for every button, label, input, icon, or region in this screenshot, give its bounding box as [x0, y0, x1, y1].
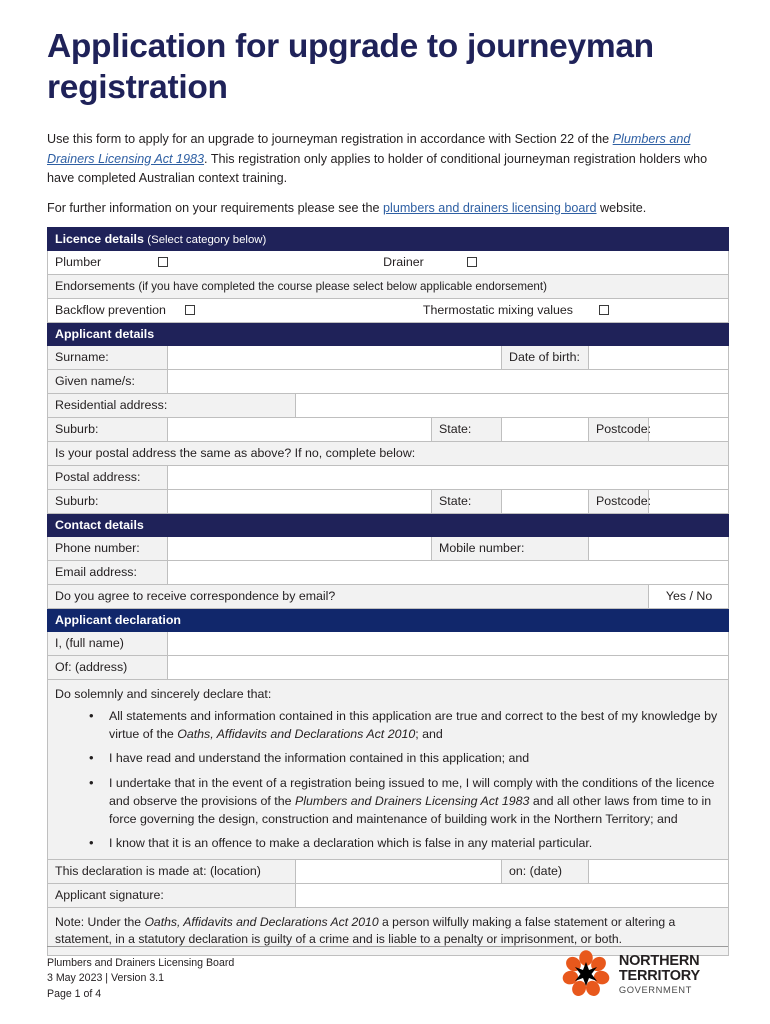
bullet-text-1a: All statements and information contained in this application are true and correct to the best of my knowledge by virtue of the	[109, 708, 718, 742]
nt-government-logo	[560, 950, 700, 998]
intro-text-2b: website.	[596, 200, 647, 215]
declaration-date-input[interactable]	[589, 859, 729, 883]
intro-paragraph-1	[47, 130, 728, 187]
given-names-label: Given name/s:	[48, 369, 168, 393]
plumber-label: Plumber	[55, 255, 102, 270]
signature-row	[48, 883, 729, 907]
surname-label: Surname:	[48, 345, 168, 369]
declaration-date-label: on: (date)	[502, 859, 589, 883]
postal-postcode-input[interactable]	[649, 489, 729, 513]
logo-line-government: GOVERNMENT	[618, 984, 693, 996]
of-address-row	[48, 655, 729, 679]
endorsement-options-row	[48, 298, 729, 322]
declaration-bullet	[89, 774, 720, 829]
postal-address-row	[48, 465, 729, 489]
postal-suburb-input[interactable]	[168, 489, 432, 513]
bullet-italic-3: Plumbers and Drainers Licensing Act 1983	[294, 793, 530, 808]
bullet-text-3a: I undertake that in the event of a registration being issued to me, I will comply with the conditions of the licence and observe the provisions of the	[109, 775, 715, 808]
footer-text-block	[47, 956, 234, 1002]
application-form	[47, 227, 729, 956]
logo-wordmark	[619, 954, 700, 995]
note-text-b: a person wilfully making a false statement or altering a statement, in a statutory declaration is guilty of a crime and is liable to a penalty or imprisonment, or both.	[55, 914, 676, 947]
postal-address-input[interactable]	[168, 465, 729, 489]
contact-details-heading: Contact details	[48, 513, 729, 536]
surname-input[interactable]	[168, 345, 502, 369]
footer-divider	[47, 946, 728, 947]
thermostatic-checkbox[interactable]	[599, 305, 609, 315]
declaration-text-row	[48, 679, 729, 859]
postal-suburb-row	[48, 489, 729, 513]
declaration-bullet	[89, 749, 720, 767]
declaration-intro: Do solemnly and sincerely declare that:	[55, 686, 272, 701]
licence-details-heading	[48, 227, 729, 250]
section-header-applicant-declaration	[48, 608, 729, 631]
section-header-contact-details	[48, 513, 729, 536]
logo-line-northern: NORTHERN	[618, 952, 700, 969]
declaration-bullet	[89, 707, 720, 743]
endorsements-sub: (if you have completed the course please select below applicable endorsement)	[138, 280, 547, 294]
postcode-input[interactable]	[649, 417, 729, 441]
endorsements-cell	[48, 274, 729, 298]
backflow-label: Backflow prevention	[55, 303, 166, 318]
correspondence-question: Do you agree to receive correspondence by email?	[48, 584, 649, 608]
declaration-location-input[interactable]	[296, 859, 502, 883]
residential-address-input[interactable]	[296, 393, 729, 417]
intro-paragraph-2	[47, 199, 728, 218]
endorsements-row	[48, 274, 729, 298]
suburb-input[interactable]	[168, 417, 432, 441]
bullet-italic-1: Oaths, Affidavits and Declarations Act 2010	[177, 727, 416, 742]
footer-page-number: Page 1 of 4	[47, 987, 102, 1000]
phone-row	[48, 536, 729, 560]
declaration-bullet-list	[55, 707, 720, 853]
given-names-input[interactable]	[168, 369, 729, 393]
bullet-text-2a: I have read and understand the information contained in this application; and	[109, 751, 530, 766]
signature-input[interactable]	[296, 883, 729, 907]
licence-details-heading-sub: (Select category below)	[147, 233, 267, 246]
licensing-board-link[interactable]: plumbers and drainers licensing board	[383, 200, 597, 215]
phone-input[interactable]	[168, 536, 432, 560]
mobile-label: Mobile number:	[432, 536, 589, 560]
endorsement-options-cell	[48, 298, 729, 322]
endorsements-label: Endorsements	[55, 279, 135, 294]
intro-text-1b: . This registration only applies to holder of conditional journeyman registration holders who have completed Australian context training.	[47, 151, 708, 185]
plumber-checkbox[interactable]	[158, 257, 168, 267]
bullet-text-1b: ; and	[415, 727, 443, 742]
state-input[interactable]	[502, 417, 589, 441]
page-footer	[47, 946, 728, 1002]
email-label: Email address:	[48, 560, 168, 584]
intro-text-2a: For further information on your requirements please see the	[47, 200, 384, 215]
of-address-input[interactable]	[168, 655, 729, 679]
dob-input[interactable]	[589, 345, 729, 369]
postal-address-question: Is your postal address the same as above? If no, complete below:	[48, 441, 729, 465]
applicant-declaration-heading: Applicant declaration	[48, 608, 729, 631]
declaration-bullet	[89, 834, 720, 852]
postal-suburb-label: Suburb:	[48, 489, 168, 513]
footer-version: 3 May 2023 | Version 3.1	[47, 972, 165, 985]
section-header-licence-details	[48, 227, 729, 250]
suburb-label: Suburb:	[48, 417, 168, 441]
surname-row	[48, 345, 729, 369]
email-input[interactable]	[168, 560, 729, 584]
postal-state-label: State:	[432, 489, 502, 513]
postal-question-row	[48, 441, 729, 465]
act-link[interactable]: Plumbers and Drainers Licensing Act 1983	[47, 132, 691, 166]
section-header-applicant-details	[48, 322, 729, 345]
residential-address-label: Residential address:	[48, 393, 296, 417]
postal-postcode-label: Postcode:	[589, 489, 649, 513]
note-italic: Oaths, Affidavits and Declarations Act 2010	[144, 914, 379, 929]
declaration-location-row	[48, 859, 729, 883]
desert-rose-icon	[560, 950, 612, 998]
declaration-location-label: This declaration is made at: (location)	[48, 859, 296, 883]
correspondence-row	[48, 584, 729, 608]
given-names-row	[48, 369, 729, 393]
postal-address-label: Postal address:	[48, 465, 168, 489]
declaration-text-cell	[48, 679, 729, 859]
thermostatic-label: Thermostatic mixing values	[422, 303, 574, 318]
full-name-label: I, (full name)	[48, 631, 168, 655]
full-name-input[interactable]	[168, 631, 729, 655]
footer-organisation: Plumbers and Drainers Licensing Board	[47, 957, 235, 969]
residential-address-row	[48, 393, 729, 417]
phone-label: Phone number:	[48, 536, 168, 560]
drainer-label: Drainer	[383, 255, 424, 270]
intro-text-1a: Use this form to apply for an upgrade to journeyman registration in accordance with Section 22 of the	[47, 132, 613, 147]
backflow-checkbox[interactable]	[185, 305, 195, 315]
note-text-a: Note: Under the	[55, 914, 145, 929]
of-address-label: Of: (address)	[48, 655, 168, 679]
bullet-text-3b: and all other laws from time to in force governing the design, construction and maintenance of building work in the Northern Territory; and	[109, 793, 712, 827]
dob-label: Date of birth:	[502, 345, 589, 369]
logo-line-territory: TERRITORY	[618, 968, 700, 985]
full-name-row	[48, 631, 729, 655]
mobile-input[interactable]	[589, 536, 729, 560]
postal-state-input[interactable]	[502, 489, 589, 513]
email-row	[48, 560, 729, 584]
licence-category-row	[48, 250, 729, 274]
signature-label: Applicant signature:	[48, 883, 296, 907]
applicant-details-heading: Applicant details	[48, 322, 729, 345]
licence-category-cell	[48, 250, 729, 274]
licence-details-heading-text: Licence details	[55, 231, 144, 246]
page-title: Application for upgrade to journeyman registration	[47, 28, 654, 107]
correspondence-answer[interactable]: Yes / No	[649, 584, 729, 608]
drainer-checkbox[interactable]	[467, 257, 477, 267]
postcode-label: Postcode:	[589, 417, 649, 441]
bullet-text-4a: I know that it is an offence to make a declaration which is false in any material particular.	[109, 836, 593, 851]
state-label: State:	[432, 417, 502, 441]
suburb-row	[48, 417, 729, 441]
